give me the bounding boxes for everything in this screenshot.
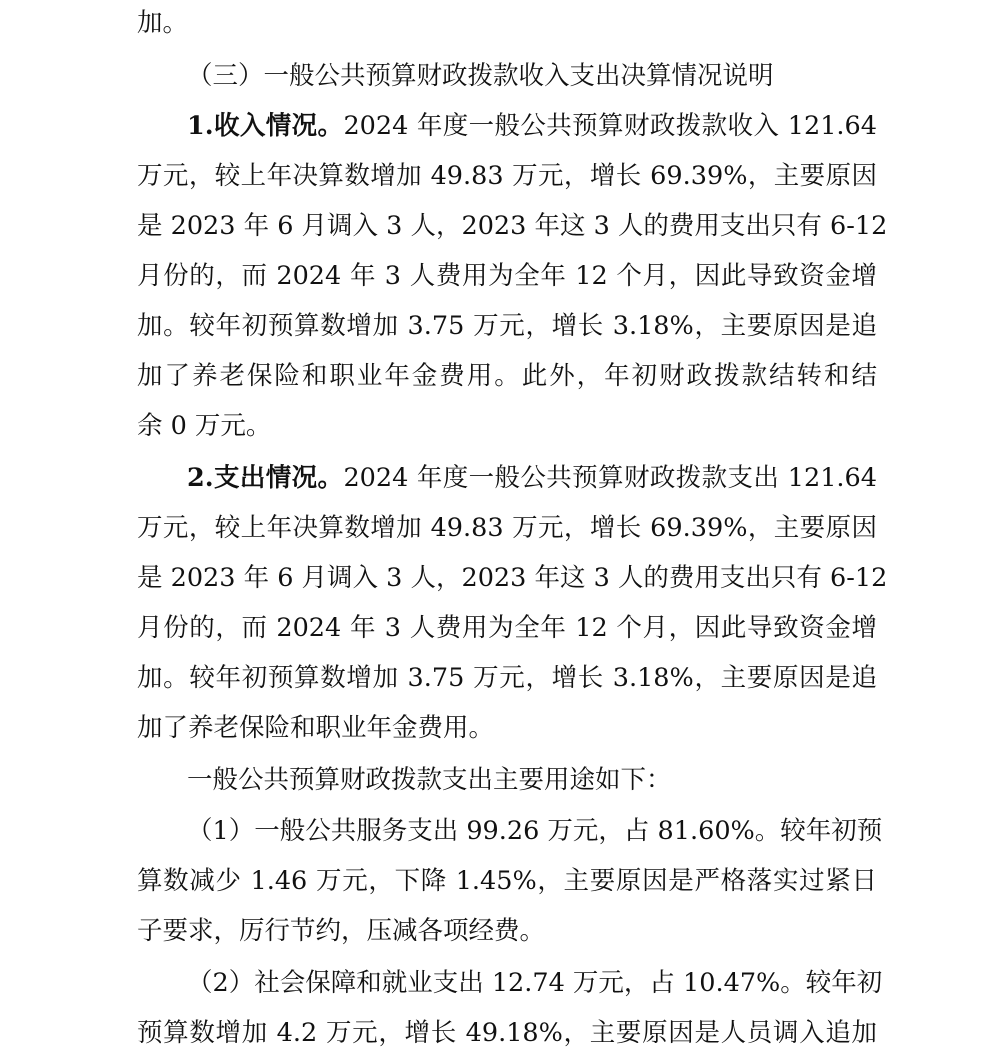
item-2-first-line: （2）社会保障和就业支出 12.74 万元，占 10.47%。较年初	[187, 968, 883, 998]
paragraph-line: 是 2023 年 6 月调入 3 人，2023 年这 3 人的费用支出只有 6-12	[137, 563, 888, 593]
paragraph-line: 加了养老保险和职业年金费用。	[137, 713, 495, 743]
paragraph-line: 预算数增加 4.2 万元，增长 49.18%，主要原因是人员调入追加	[137, 1018, 877, 1048]
paragraph-line: 月份的，而 2024 年 3 人费用为全年 12 个月，因此导致资金增	[137, 261, 877, 291]
paragraph-line: 月份的，而 2024 年 3 人费用为全年 12 个月，因此导致资金增	[137, 613, 877, 643]
usage-intro: 一般公共预算财政拨款支出主要用途如下：	[187, 765, 672, 795]
paragraph-line: 2024 年度一般公共预算财政拨款支出 121.64	[343, 463, 877, 493]
paragraph-line: 2024 年度一般公共预算财政拨款收入 121.64	[343, 111, 877, 141]
income-heading: 1.收入情况。	[187, 111, 344, 141]
paragraph-line: 加了养老保险和职业年金费用。此外，年初财政拨款结转和结	[137, 361, 877, 391]
income-paragraph-first-line	[187, 108, 877, 144]
paragraph-line: 子要求，厉行节约，压减各项经费。	[137, 916, 546, 946]
section-heading: （三）一般公共预算财政拨款收入支出决算情况说明	[187, 61, 774, 91]
expenditure-heading: 2.支出情况。	[187, 463, 344, 493]
paragraph-line: 是 2023 年 6 月调入 3 人，2023 年这 3 人的费用支出只有 6-12	[137, 211, 888, 241]
item-1-first-line: （1）一般公共服务支出 99.26 万元，占 81.60%。较年初预	[187, 816, 883, 846]
paragraph-line: 万元，较上年决算数增加 49.83 万元，增长 69.39%，主要原因	[137, 161, 877, 191]
paragraph-line: 万元，较上年决算数增加 49.83 万元，增长 69.39%，主要原因	[137, 513, 877, 543]
paragraph-line: 余 0 万元。	[137, 411, 272, 441]
paragraph-line: 加。较年初预算数增加 3.75 万元，增长 3.18%，主要原因是追	[137, 311, 877, 341]
paragraph-line: 算数减少 1.46 万元，下降 1.45%，主要原因是严格落实过紧日	[137, 866, 877, 896]
expenditure-paragraph-first-line	[187, 460, 877, 496]
paragraph-line: 加。	[137, 8, 189, 38]
paragraph-line: 加。较年初预算数增加 3.75 万元，增长 3.18%，主要原因是追	[137, 663, 877, 693]
